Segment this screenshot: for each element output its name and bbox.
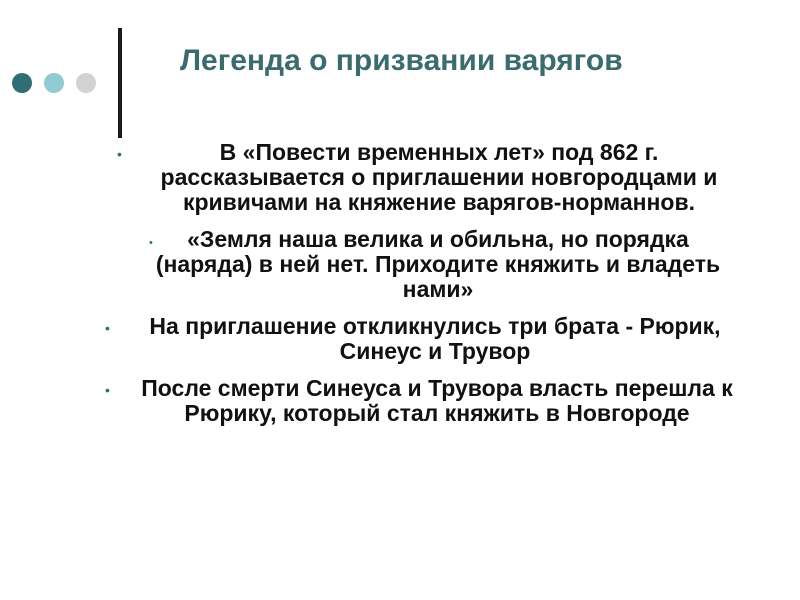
bullet-item (105, 376, 755, 426)
bullet-text: В «Повести временных лет» под 862 г. рассказывается о приглашении новгородцами и кривичами на княжение варягов-норманнов. (160, 139, 718, 215)
bullet-text: После смерти Синеуса и Трувора власть перешла к Рюрику, который стал княжить в Новгороде (141, 375, 733, 426)
light-teal-dot (44, 73, 64, 93)
dark-teal-dot (12, 73, 32, 93)
sub-bullet-item (105, 227, 755, 302)
bullet-marker-icon: • (149, 237, 153, 249)
bullet-text: На приглашение откликнулись три брата - Рюрик, Синеус и Трувор (149, 313, 721, 364)
bullet-list (105, 140, 755, 426)
vertical-divider (118, 28, 122, 138)
bullet-marker-icon: • (105, 320, 110, 336)
gray-dot (76, 73, 96, 93)
bullet-marker-icon: • (105, 382, 110, 398)
bullet-item (105, 314, 755, 364)
slide-title: Легенда о призвании варягов (180, 44, 623, 77)
decorative-dots (12, 72, 108, 94)
bullet-marker-icon: • (117, 146, 122, 162)
bullet-item (105, 140, 755, 215)
bullet-text: «Земля наша велика и обильна, но порядка (наряда) в ней нет. Приходите княжить и владеть нами» (155, 226, 721, 302)
